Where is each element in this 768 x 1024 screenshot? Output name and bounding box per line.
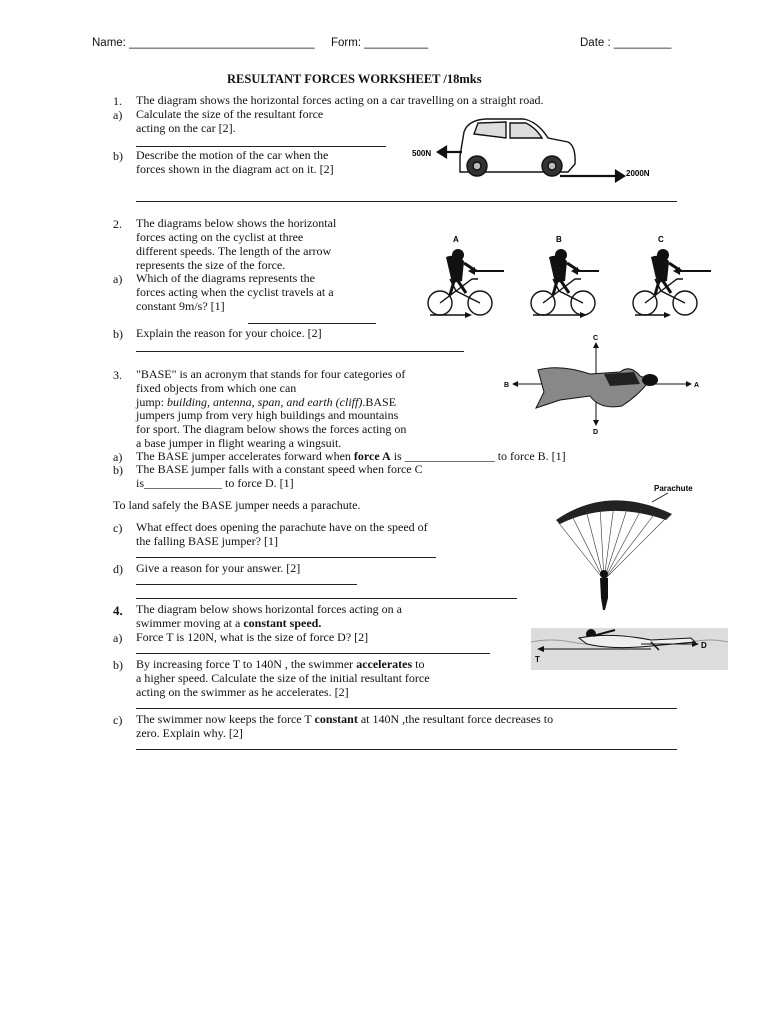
q2a-label: a) xyxy=(113,272,123,286)
skydiver-icon xyxy=(600,570,608,610)
cyclist-icon-c xyxy=(633,235,711,318)
q2-stem-2: forces acting on the cyclist at three xyxy=(136,230,304,244)
q1a-text-1: Calculate the size of the resultant force xyxy=(136,107,324,121)
wingsuit-force-diagram xyxy=(500,334,710,434)
q2a-text-1: Which of the diagrams represents the xyxy=(136,271,315,285)
wingsuit-jumper-icon xyxy=(536,368,658,408)
q3-stem-4: jumpers jump from very high buildings and mountains xyxy=(136,408,399,422)
cyclist-label-a: A xyxy=(453,235,459,244)
q4c-text-2: zero. Explain why. [2] xyxy=(136,726,243,740)
q4-number: 4. xyxy=(113,603,123,618)
q3b-text-1: The BASE jumper falls with a constant speed when force C xyxy=(136,462,423,476)
q3d-answer-line-1[interactable] xyxy=(136,584,357,585)
q1b-text-1: Describe the motion of the car when the xyxy=(136,148,329,162)
q4c-text-1c: at 140N ,the resultant force decreases to xyxy=(357,712,554,726)
q3b-text-2: is_____________ to force D. [1] xyxy=(136,476,294,490)
q4-stem-2 xyxy=(136,617,321,631)
q2-stem-4: represents the size of the force. xyxy=(136,258,286,272)
q1a-label: a) xyxy=(113,108,123,122)
q1b-answer-line[interactable] xyxy=(136,201,677,202)
q1b-text-2: forces shown in the diagram act on it. [2] xyxy=(136,162,334,176)
q4b-text-3: acting on the swimmer as he accelerates. [2] xyxy=(136,685,349,699)
parachute-label: Parachute xyxy=(654,484,693,493)
swimmer-force-diagram xyxy=(531,628,728,670)
q3-stem-3b-italic: building, antenna, span, and earth (cliff) xyxy=(167,395,363,409)
wingsuit-label-b: B xyxy=(504,382,510,389)
q2-stem-1: The diagrams below shows the horizontal xyxy=(136,216,337,230)
q4b-text-1 xyxy=(136,658,425,672)
q2-number: 2. xyxy=(113,217,122,231)
cyclist-icon-b xyxy=(531,235,599,318)
form-field-label: Form: __________ xyxy=(331,37,429,49)
q3b-label: b) xyxy=(113,463,123,477)
q4a-answer-line[interactable] xyxy=(136,653,490,654)
car-icon xyxy=(460,119,575,176)
q3a-text-2: is _______________ to force B. [1] xyxy=(390,449,566,463)
right-force-arrow xyxy=(560,171,624,181)
q4a-label: a) xyxy=(113,631,123,645)
q3-stem-5: for sport. The diagram below shows the forces acting on xyxy=(136,422,407,436)
left-force-label: 500N xyxy=(412,149,432,158)
swimmer-label-t: T xyxy=(535,655,540,664)
left-force-arrow xyxy=(438,147,462,157)
car-force-diagram xyxy=(408,114,666,186)
q4b-text-2: a higher speed. Calculate the size of the initial resultant force xyxy=(136,671,430,685)
cyclist-label-c: C xyxy=(658,235,664,244)
q3-stem-1: "BASE" is an acronym that stands for four categories of xyxy=(136,367,406,381)
parachute-diagram xyxy=(548,480,718,614)
q4-stem-1: The diagram below shows horizontal forces acting on a xyxy=(136,602,402,616)
q4b-text-1a: By increasing force T to 140N , the swimmer xyxy=(136,657,357,671)
q4c-constant-bold: constant xyxy=(314,712,358,726)
wingsuit-label-c: C xyxy=(593,335,599,342)
q4b-answer-line[interactable] xyxy=(136,708,677,709)
q3-stem-2: fixed objects from which one can xyxy=(136,381,297,395)
q2-stem-3: different speeds. The length of the arrow xyxy=(136,244,332,258)
q3d-text: Give a reason for your answer. [2] xyxy=(136,561,301,575)
q2a-answer-line[interactable] xyxy=(248,323,376,324)
q3-stem-6: a base jumper in flight wearing a wingsuit. xyxy=(136,436,342,450)
swimmer-label-d: D xyxy=(701,641,707,650)
q2a-text-2: forces acting when the cyclist travels at a xyxy=(136,285,334,299)
q4c-label: c) xyxy=(113,713,123,727)
q3c-text-1: What effect does opening the parachute have on the speed of xyxy=(136,520,428,534)
q3-land-text: To land safely the BASE jumper needs a parachute. xyxy=(113,498,361,512)
q1-stem: The diagram shows the horizontal forces acting on a car travelling on a straight road. xyxy=(136,93,544,107)
q2a-text-3: constant 9m/s? [1] xyxy=(136,299,225,313)
q3d-label: d) xyxy=(113,562,123,576)
date-field-label: Date : _________ xyxy=(580,37,672,49)
q4c-answer-line[interactable] xyxy=(136,749,677,750)
q1a-answer-line[interactable] xyxy=(136,146,386,147)
q3-stem-3a: jump: xyxy=(136,395,168,409)
q1a-text-2: acting on the car [2]. xyxy=(136,121,236,135)
q3c-text-2: the falling BASE jumper? [1] xyxy=(136,534,278,548)
cyclist-force-diagrams xyxy=(418,231,718,323)
q3-number: 3. xyxy=(113,368,122,382)
q4-stem-2b-bold: constant speed. xyxy=(243,616,322,630)
q3d-answer-line-2[interactable] xyxy=(136,598,517,599)
q4a-text: Force T is 120N, what is the size of force D? [2] xyxy=(136,630,369,644)
q2b-answer-line[interactable] xyxy=(136,351,464,352)
q4b-text-1c: to xyxy=(412,657,425,671)
wingsuit-label-a: A xyxy=(694,382,700,389)
wingsuit-label-d: D xyxy=(593,429,599,434)
cyclist-label-b: B xyxy=(556,235,562,244)
q3-stem-3c: .BASE xyxy=(362,395,397,409)
q1-number: 1. xyxy=(113,94,122,108)
q4c-text-1 xyxy=(136,713,553,727)
cyclist-icon-a xyxy=(428,235,504,318)
q1b-label: b) xyxy=(113,149,123,163)
q2b-text: Explain the reason for your choice. [2] xyxy=(136,326,322,340)
name-field-label: Name: _____________________________ xyxy=(92,37,315,49)
q4b-label: b) xyxy=(113,658,123,672)
q3a-force-a: force A xyxy=(353,449,391,463)
q4-stem-2a: swimmer moving at a xyxy=(136,616,244,630)
q3c-answer-line[interactable] xyxy=(136,557,436,558)
parachute-canopy-icon xyxy=(556,500,672,580)
q4c-text-1a: The swimmer now keeps the force T xyxy=(136,712,315,726)
q3c-label: c) xyxy=(113,521,123,535)
q2b-label: b) xyxy=(113,327,123,341)
q4b-accelerates-bold: accelerates xyxy=(356,657,413,671)
q3a-label: a) xyxy=(113,450,123,464)
worksheet-title: RESULTANT FORCES WORKSHEET /18mks xyxy=(227,72,482,86)
q3a-text-1: The BASE jumper accelerates forward when xyxy=(136,449,354,463)
right-force-label: 2000N xyxy=(626,169,650,178)
